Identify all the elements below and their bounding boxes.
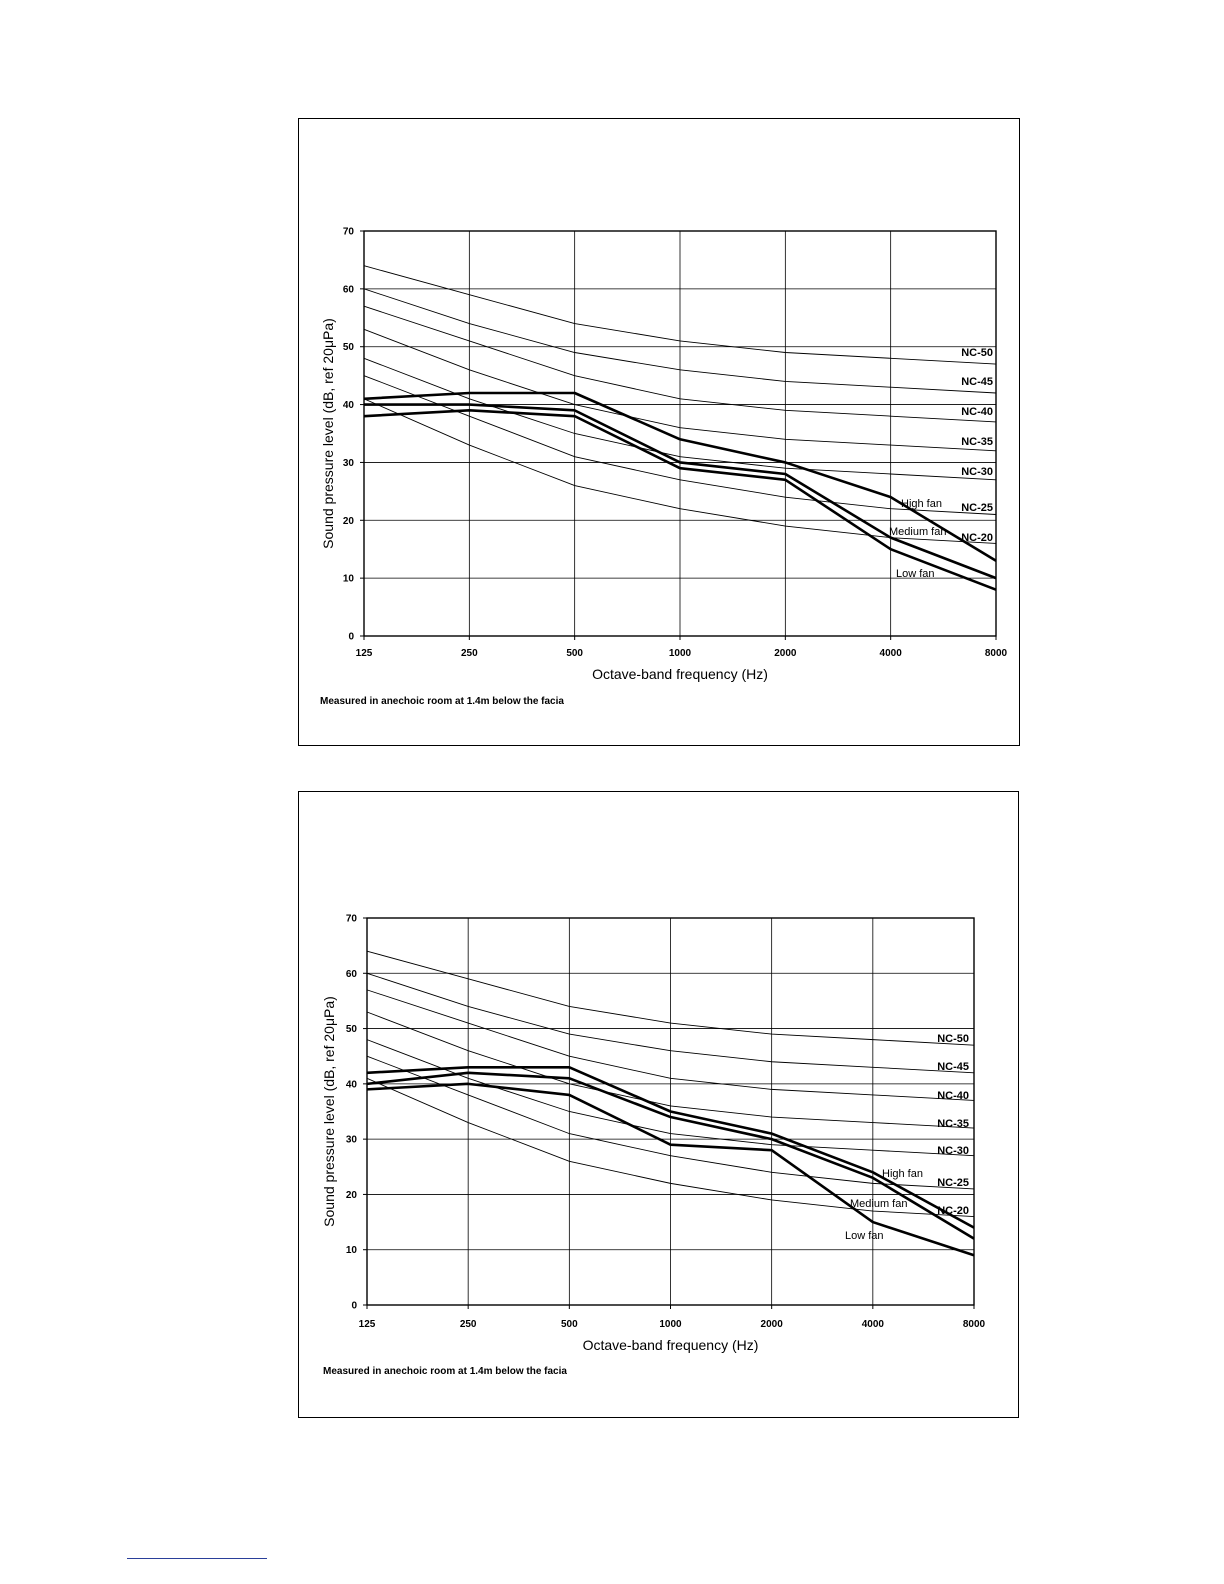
fan-series-label: Low fan	[896, 568, 935, 580]
fan-series-label: High fan	[901, 498, 942, 510]
x-tick-label: 4000	[879, 648, 902, 659]
nc-curve-label: NC-50	[937, 1033, 969, 1045]
y-tick-label: 20	[342, 515, 354, 527]
y-tick-label: 20	[345, 1189, 357, 1201]
y-tick-label: 10	[345, 1245, 357, 1257]
y-tick-label: 10	[342, 573, 354, 585]
y-tick-label: 40	[342, 400, 354, 412]
nc-curve-label: NC-35	[937, 1118, 969, 1130]
fan-series-label: Medium fan	[850, 1198, 908, 1210]
x-tick-label: 8000	[962, 1319, 986, 1330]
fan-series-label: High fan	[882, 1168, 923, 1180]
x-tick-label: 4000	[861, 1319, 884, 1330]
nc-curve-label: NC-20	[961, 532, 993, 544]
nc-curve-label: NC-30	[961, 466, 993, 478]
x-tick-label: 1000	[668, 648, 692, 659]
x-tick-label: 500	[560, 1319, 578, 1330]
y-axis-title: Sound pressure level (dB, ref 20μPa)	[320, 318, 336, 549]
nc-curve-label: NC-35	[961, 436, 993, 448]
y-tick-label: 40	[345, 1079, 357, 1091]
y-axis-title: Sound pressure level (dB, ref 20μPa)	[321, 996, 337, 1227]
x-tick-label: 2000	[760, 1319, 783, 1330]
y-tick-label: 0	[351, 1300, 357, 1312]
nc-curve-label: NC-50	[961, 347, 993, 359]
x-tick-label: 250	[460, 648, 478, 659]
x-tick-label: 1000	[659, 1319, 682, 1330]
x-tick-label: 2000	[774, 648, 797, 659]
x-axis-title: Octave-band frequency (Hz)	[592, 666, 768, 682]
nc-curve-label: NC-45	[961, 376, 993, 388]
nc-curve-label: NC-25	[937, 1177, 969, 1189]
y-tick-label: 70	[342, 226, 354, 238]
nc-curve-label: NC-40	[937, 1090, 969, 1102]
y-tick-label: 70	[345, 913, 357, 925]
x-tick-label: 500	[566, 648, 584, 659]
y-tick-label: 0	[348, 631, 354, 643]
nc-curve-label: NC-45	[937, 1061, 969, 1073]
measurement-note: Measured in anechoic room at 1.4m below the facia	[323, 1366, 567, 1377]
y-tick-label: 30	[345, 1134, 357, 1146]
footnote-rule	[127, 1558, 267, 1559]
fan-series-label: Low fan	[845, 1230, 884, 1242]
y-tick-label: 50	[342, 342, 354, 354]
measurement-note: Measured in anechoic room at 1.4m below the facia	[320, 696, 564, 707]
nc-curve-label: NC-25	[961, 502, 993, 514]
x-tick-label: 125	[358, 1319, 376, 1330]
y-tick-label: 60	[342, 284, 354, 296]
x-tick-label: 8000	[984, 648, 1008, 659]
y-tick-label: 30	[342, 457, 354, 469]
x-tick-label: 250	[459, 1319, 477, 1330]
y-tick-label: 50	[345, 1024, 357, 1036]
nc-curve-label: NC-30	[937, 1145, 969, 1157]
x-tick-label: 125	[355, 648, 373, 659]
nc-curve-label: NC-20	[937, 1205, 969, 1217]
x-axis-title: Octave-band frequency (Hz)	[582, 1337, 759, 1353]
y-tick-label: 60	[345, 968, 357, 980]
nc-curve-label: NC-40	[961, 406, 993, 418]
fan-series-label: Medium fan	[889, 526, 947, 538]
